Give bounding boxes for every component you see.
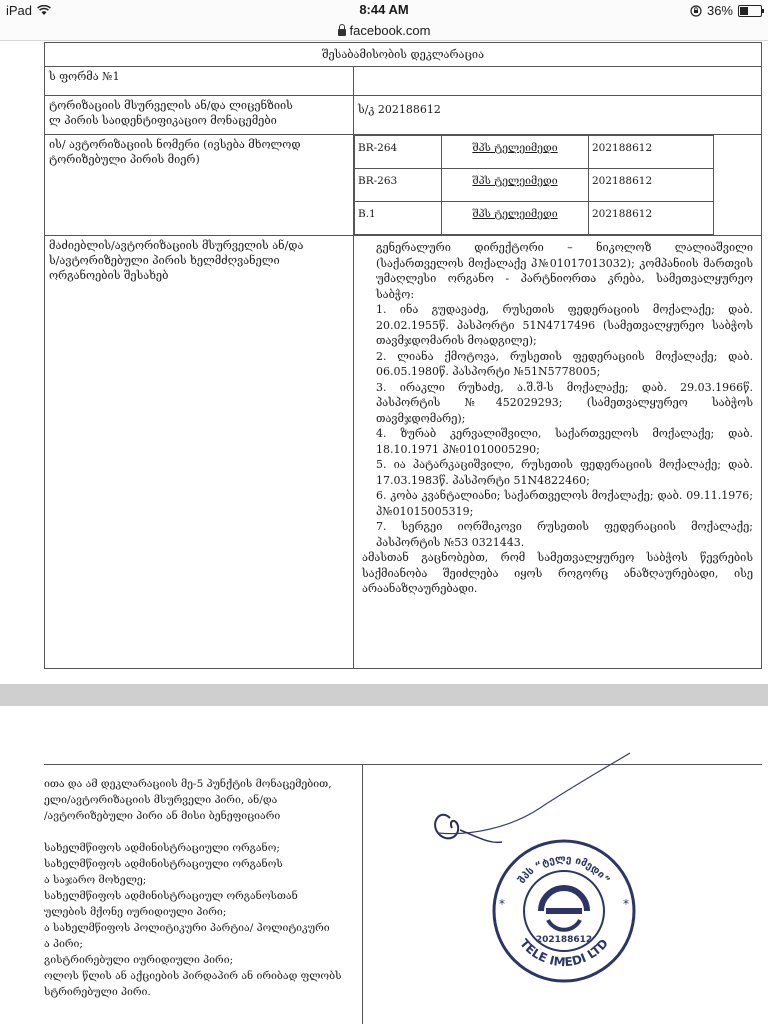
license-number: B.1 — [355, 202, 442, 235]
form-number-value — [354, 67, 762, 96]
authorization-number-label — [45, 135, 354, 236]
management-intro: გენერალური დირექტორი – ნიკოლოზ ლალიაშვილი (საქართველოს მოქალაქე პ№01017013032); კომპანიის მართვის უმაღლესი ორგანო - პარტნიორთა კრება, სამეთვალყურეო საბჭო: — [376, 241, 753, 301]
license-list-cell — [354, 135, 762, 236]
label-line: მაძიებლის/ავტორიზაციის მსურველის ან/და — [49, 239, 304, 252]
license-table — [354, 135, 714, 235]
status-bar — [0, 0, 768, 20]
identification-code: ს/კ 202188612 — [354, 96, 762, 135]
stamp-bottom-text: TELE IMEDI LTD — [517, 936, 611, 970]
text-line: სახელმწიფოს ადმინისტრაციული ორგანოს — [44, 858, 283, 870]
license-holder: შპს ტელეიმედი — [442, 202, 589, 235]
lock-icon — [338, 29, 346, 36]
company-stamp-icon — [491, 838, 637, 984]
identification-label — [45, 96, 354, 135]
page-gap — [0, 684, 768, 706]
text-line: ითა და ამ დეკლარაციის მე-5 პუნქტის მონაცემებით, — [44, 778, 332, 790]
license-holder: შპს ტელეიმედი — [442, 169, 589, 202]
label-line: ორგანოების შესახებ — [49, 269, 169, 282]
license-number: BR-263 — [355, 169, 442, 202]
text-line — [44, 824, 356, 840]
device-name: iPad — [6, 3, 33, 18]
form-number: ს ფორმა №1 — [45, 67, 354, 96]
battery-level — [740, 7, 748, 15]
declaration-title: შესაბამისობის დეკლარაცია — [45, 43, 762, 67]
declaration-table — [44, 42, 762, 669]
license-id: 202188612 — [589, 136, 714, 169]
document-page-1 — [44, 42, 768, 682]
text-line: გისტრირებული იურიდიული პირი; — [44, 954, 234, 966]
text-line: ოლოს წლის ან აქციების პირდაპირ ან ირიბად ფლობს — [44, 970, 342, 982]
text-line: ულების მქონე იურიდიული პირი; — [44, 906, 227, 918]
label-line: ის/ ავტორიზაციის ნომერი (ივსება მხოლოდ — [49, 138, 301, 151]
management-body — [354, 236, 762, 669]
label-line: ტორიზებული პირის მიერ) — [49, 153, 200, 166]
stamp-id: 202188612 — [535, 935, 593, 945]
text-line: სახელმწიფოს ადმინისტრაციულ ორგანოსთან — [44, 890, 298, 902]
license-id: 202188612 — [589, 169, 714, 202]
text-line: ა სახელმწიფოს პოლიტიკური პარტია/ პოლიტიკური — [44, 922, 330, 934]
license-row — [355, 202, 714, 235]
board-member: 5. ია პატარკაციშვილი, რუსეთის ფედერაციის მოქალაქე; დაბ. 17.03.1983წ. პასპორტი 51N4822460; — [376, 458, 753, 487]
clock: 8:44 AM — [359, 2, 409, 17]
orientation-lock-icon — [690, 5, 702, 17]
svg-text:*: * — [623, 897, 629, 911]
board-member: 7. სერგეი იორშიკოვი რუსეთის ფედერაციის მოქალაქე; პასპორტის №53 0321443. — [376, 520, 753, 549]
text-line: სტრირებული პირი. — [44, 986, 151, 998]
status-right — [690, 3, 762, 18]
svg-text:შპს “ტელე იმედი” — [516, 854, 612, 886]
page2-column-divider — [362, 764, 363, 1024]
text-line: სახელმწიფოს ადმინისტრაციული ორგანო; — [44, 842, 280, 854]
battery-icon — [738, 5, 762, 17]
stamp-top-text: შპს “ტელე იმედი” — [516, 853, 612, 886]
label-line: ს/ავტორიზებული პირის ხელმძღვანელი — [49, 254, 280, 267]
board-member: 6. კობა კვანტალიანი; საქართველოს მოქალაქე; დაბ. 09.11.1976; პ№01015005319; — [376, 489, 753, 518]
license-id: 202188612 — [589, 202, 714, 235]
svg-text:*: * — [499, 897, 505, 911]
battery-percent: 36% — [706, 3, 733, 18]
management-label — [45, 236, 354, 669]
license-number: BR-264 — [355, 136, 442, 169]
license-row — [355, 136, 714, 169]
label-line: ლ პირის საიდენტიფიკაციო მონაცემები — [49, 114, 277, 127]
board-member: 3. ირაკლი რუხაძე, ა.შ.შ-ს მოქალაქე; დაბ. 29.03.1966წ. პასპორტის №452029293; (სამეთვალყურეო საბჭოს თავმჯდომარე); — [376, 380, 753, 425]
page2-declaration-text — [44, 776, 356, 1000]
board-member: 4. ზურაბ კერვალიშვილი, საქართველოს მოქალაქე; დაბ. 18.10.1971 პ№01010005290; — [376, 427, 753, 456]
board-member: 1. ინა გუდავაძე, რუსეთის ფედერაციის მოქალაქე; დაბ. 20.02.1955წ. პასპორტი 51N4717496 (სამეთვალყურეო საბჭოს თავმჯდომარის მოადგილე); — [376, 303, 753, 347]
management-closing: ამასთან გაცნობებთ, რომ სამეთვალყურეო საბჭოს წევრების საქმიანობა შეიძლება იყოს როგორც ანაზღაურებადი, ისე არაანაზღაურებადი. — [362, 551, 753, 595]
label-line: ტორიზაციის მსურველის ან/და ლიცენზიის — [49, 99, 293, 112]
text-line: /ავტორიზებული პირი ან მისი ბენეფიციარი — [44, 810, 281, 822]
address-bar[interactable] — [0, 20, 768, 41]
text-line: ა პირი; — [44, 938, 83, 950]
text-line: ელი/ავტორიზაციის მსურველი პირი, ან/და — [44, 794, 278, 806]
url-text[interactable]: facebook.com — [349, 22, 431, 38]
document-page-2 — [44, 706, 768, 1024]
board-member: 2. ლიანა ქმოტოვა, რუსეთის ფედერაციის მოქალაქე; დაბ. 06.05.1980წ. პასპორტი №51N5778005; — [376, 349, 753, 378]
license-holder: შპს ტელეიმედი — [442, 136, 589, 169]
license-row — [355, 169, 714, 202]
text-line: ა საჯარო მოხელე; — [44, 874, 147, 886]
